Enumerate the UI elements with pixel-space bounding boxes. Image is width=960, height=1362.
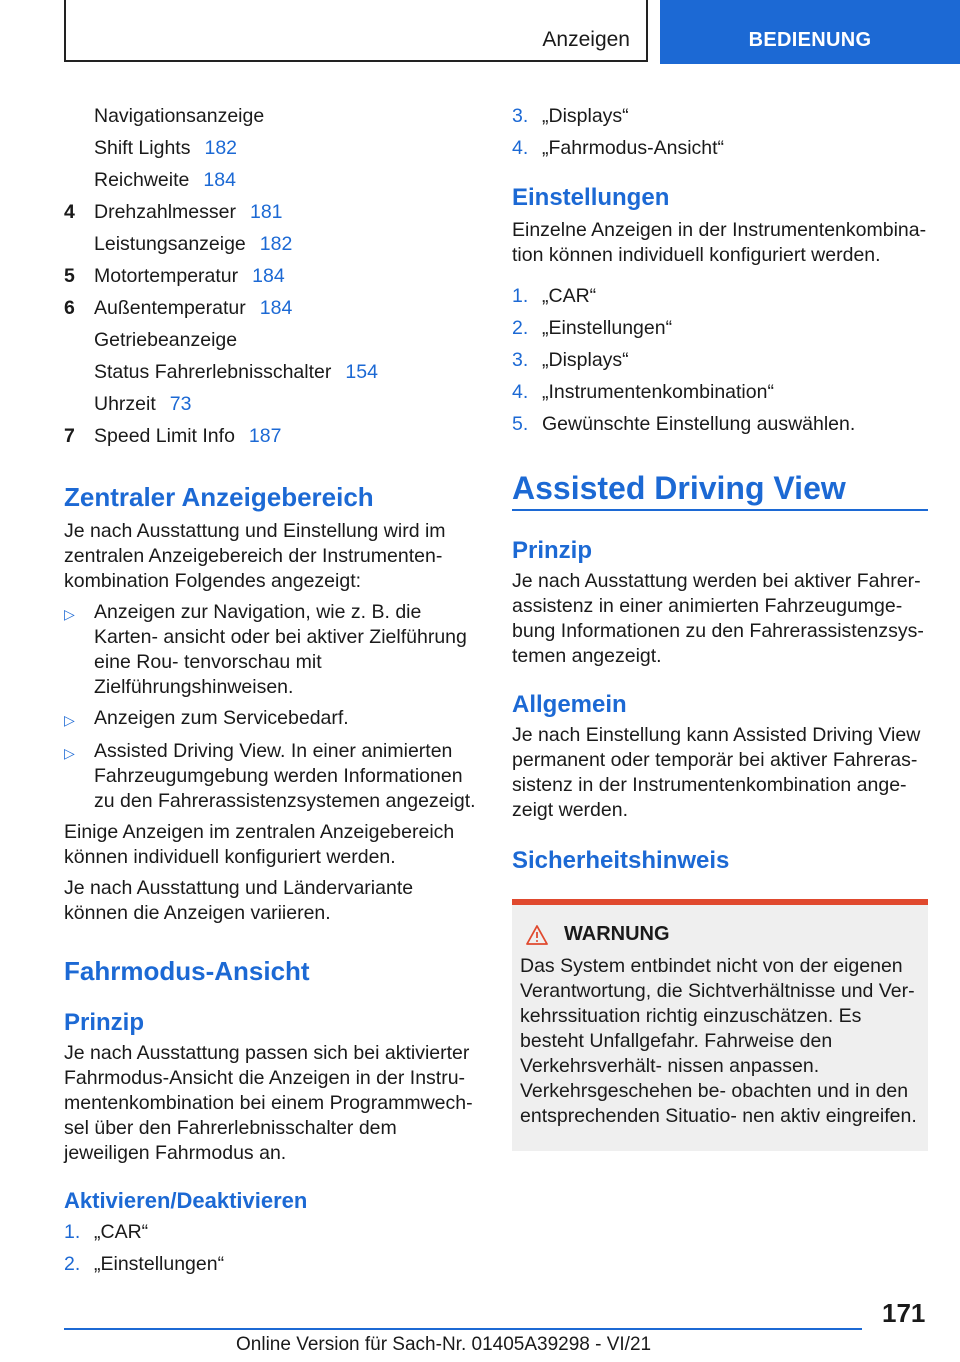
page-reference-link[interactable]: 73: [169, 393, 192, 415]
bullet-item: [64, 706, 478, 733]
reference-label: Reichweite: [94, 169, 190, 191]
reference-row: [64, 228, 478, 260]
step-item: [512, 408, 928, 440]
page-number: 171: [882, 1298, 926, 1328]
reference-number: [64, 324, 94, 356]
heading-prinzip: Prinzip: [64, 1009, 145, 1036]
step-text: Gewünschte Einstellung auswählen.: [542, 413, 856, 435]
bullet-list: [64, 600, 478, 814]
reference-label: Speed Limit Info: [94, 425, 235, 447]
heading-einstellungen: Einstellungen: [512, 184, 670, 211]
step-number: 1.: [64, 1221, 81, 1243]
step-number: 4.: [512, 381, 529, 403]
bullet-text: Anzeigen zum Servicebedarf.: [94, 707, 349, 729]
reference-number: [64, 228, 94, 260]
step-item: [64, 1248, 478, 1280]
step-number: 2.: [64, 1253, 81, 1275]
heading-aktivieren-deaktivieren: Aktivieren/Deaktivieren: [64, 1188, 308, 1213]
step-item: [512, 100, 928, 132]
chapter-tab: BEDIENUNG: [660, 0, 960, 64]
reference-number: [64, 388, 94, 420]
reference-row: [64, 196, 478, 228]
reference-row: [64, 388, 478, 420]
reference-label: Getriebeanzeige: [94, 329, 238, 351]
page-reference-link[interactable]: 154: [345, 361, 378, 383]
reference-label: Uhrzeit: [94, 393, 156, 415]
step-number: 2.: [512, 317, 529, 339]
reference-number: 6: [64, 297, 75, 319]
step-list-continued: [512, 100, 928, 164]
reference-row: [64, 356, 478, 388]
reference-row: [64, 132, 478, 164]
bullet-item: [64, 600, 478, 700]
heading-allgemein: Allgemein: [512, 691, 627, 718]
step-number: 1.: [512, 285, 529, 307]
adv-prinzip-text: Je nach Ausstattung werden bei aktiver Fahrer‐ assistenz in einer animierten Fahrzeugumge‐ bung Informationen zu den Fahrerassistenzsys‐ temen angezeigt.: [512, 570, 924, 667]
reference-label: Shift Lights: [94, 137, 191, 159]
central-paragraph-3: Je nach Ausstattung und Ländervariante können die Anzeigen variieren.: [64, 877, 414, 924]
step-number: 3.: [512, 349, 529, 371]
einstellungen-step-list: [512, 280, 928, 440]
central-intro: Je nach Ausstattung und Einstellung wird im zentralen Anzeigebereich der Instrumenten‐ kombination Folgendes angezeigt:: [64, 520, 446, 592]
heading-assisted-driving-view: Assisted Driving View: [512, 470, 928, 511]
step-item: [512, 344, 928, 376]
step-text: „Displays“: [542, 349, 629, 371]
reference-number: 4: [64, 201, 75, 223]
reference-row: [64, 420, 478, 452]
right-column: [512, 100, 928, 1151]
reference-label: Leistungsanzeige: [94, 233, 246, 255]
reference-number: [64, 164, 94, 196]
step-item: [512, 312, 928, 344]
page-reference-link[interactable]: 184: [259, 297, 293, 319]
reference-label: Drehzahlmesser: [94, 201, 236, 223]
heading-zentraler-anzeigebereich: Zentraler Anzeigebereich: [64, 482, 374, 512]
page-reference-link[interactable]: 187: [248, 425, 282, 447]
step-text: „Fahrmodus-Ansicht“: [542, 137, 725, 159]
prinzip-text: Je nach Ausstattung passen sich bei aktivierter Fahrmodus-Ansicht die Anzeigen in der Instru‐ mentenkombination bei einem Programmwech‐ sel über den Fahrerlebnisschalter dem jeweiligen Fahrmodus an.: [64, 1042, 473, 1164]
triangle-bullet-icon: ▷: [64, 712, 75, 728]
reference-label: Motortemperatur: [94, 265, 239, 287]
allgemein-text: Je nach Einstellung kann Assisted Driving View permanent oder temporär bei aktiver Fahreras‐ sistenz in der Instrumentenkombination ange‐ zeigt werden.: [512, 724, 921, 821]
section-title: Anzeigen: [542, 28, 630, 51]
warning-title: WARNUNG: [564, 923, 670, 945]
reference-row: [64, 100, 478, 132]
reference-row: [64, 324, 478, 356]
reference-row: [64, 260, 478, 292]
step-item: [512, 132, 928, 164]
step-text: „Einstellungen“: [94, 1253, 225, 1275]
reference-row: [64, 292, 478, 324]
step-text: „Displays“: [542, 105, 629, 127]
reference-label: Außentemperatur: [94, 297, 246, 319]
step-number: 4.: [512, 137, 529, 159]
step-text: „Einstellungen“: [542, 317, 673, 339]
step-number: 5.: [512, 413, 529, 435]
reference-list: [64, 100, 478, 452]
reference-number: [64, 132, 94, 164]
heading-prinzip-right: Prinzip: [512, 537, 593, 564]
reference-number: [64, 100, 94, 132]
reference-label: Status Fahrerlebnisschalter: [94, 361, 332, 383]
page-reference-link[interactable]: 182: [259, 233, 293, 255]
footer-divider: [64, 1328, 862, 1330]
warning-triangle-icon: [526, 925, 548, 945]
bullet-text: Assisted Driving View. In einer animierten Fahrzeugumgebung werden Informationen zu den Fahrerassistenzsystemen angezeigt.: [94, 740, 476, 812]
warning-title-row: [520, 923, 920, 946]
einstellungen-text: Einzelne Anzeigen in der Instrumentenkombina‐ tion können individuell konfiguriert werden.: [512, 219, 927, 266]
page-reference-link[interactable]: 181: [249, 201, 283, 223]
bullet-text: Anzeigen zur Navigation, wie z. B. die Karten‐ ansicht oder bei aktiver Zielführung eine Rou‐ tenvorschau mit Zielführungshinweisen.: [94, 601, 467, 698]
reference-number: 5: [64, 265, 75, 287]
heading-fahrmodus-ansicht: Fahrmodus-Ansicht: [64, 956, 310, 986]
central-paragraph-2: Einige Anzeigen im zentralen Anzeigebereich können individuell konfiguriert werden.: [64, 821, 455, 868]
reference-number: 7: [64, 425, 75, 447]
step-text: „CAR“: [94, 1221, 149, 1243]
step-list: [64, 1216, 478, 1280]
step-number: 3.: [512, 105, 529, 127]
reference-number: [64, 356, 94, 388]
page-reference-link[interactable]: 184: [252, 265, 285, 287]
triangle-bullet-icon: ▷: [64, 606, 75, 622]
step-text: „Instrumentenkombination“: [542, 381, 774, 403]
bullet-item: [64, 739, 478, 814]
warning-text: Das System entbindet nicht von der eigenen Verantwortung, die Sichtverhältnisse und Ver‐ kehrssituation richtig einzuschätzen. Es besteht Unfallgefahr. Fahrweise den Verkehrsverhält‐ nissen anpassen. Verkehrsgeschehen be‐ obachten und in den entsprechenden Situatio‐ nen aktiv eingreifen.: [520, 955, 917, 1127]
triangle-bullet-icon: ▷: [64, 745, 75, 761]
warning-box: [512, 899, 928, 1151]
heading-sicherheitshinweis: Sicherheitshinweis: [512, 847, 730, 874]
step-text: „CAR“: [542, 285, 597, 307]
step-item: [64, 1216, 478, 1248]
step-item: [512, 280, 928, 312]
left-column: [64, 100, 478, 1280]
page-reference-link[interactable]: 182: [204, 137, 238, 159]
reference-label: Navigationsanzeige: [94, 105, 265, 127]
page-reference-link[interactable]: 184: [203, 169, 236, 191]
step-item: [512, 376, 928, 408]
reference-row: [64, 164, 478, 196]
online-version-text: Online Version für Sach-Nr. 01405A39298 - VI/21: [236, 1334, 652, 1355]
